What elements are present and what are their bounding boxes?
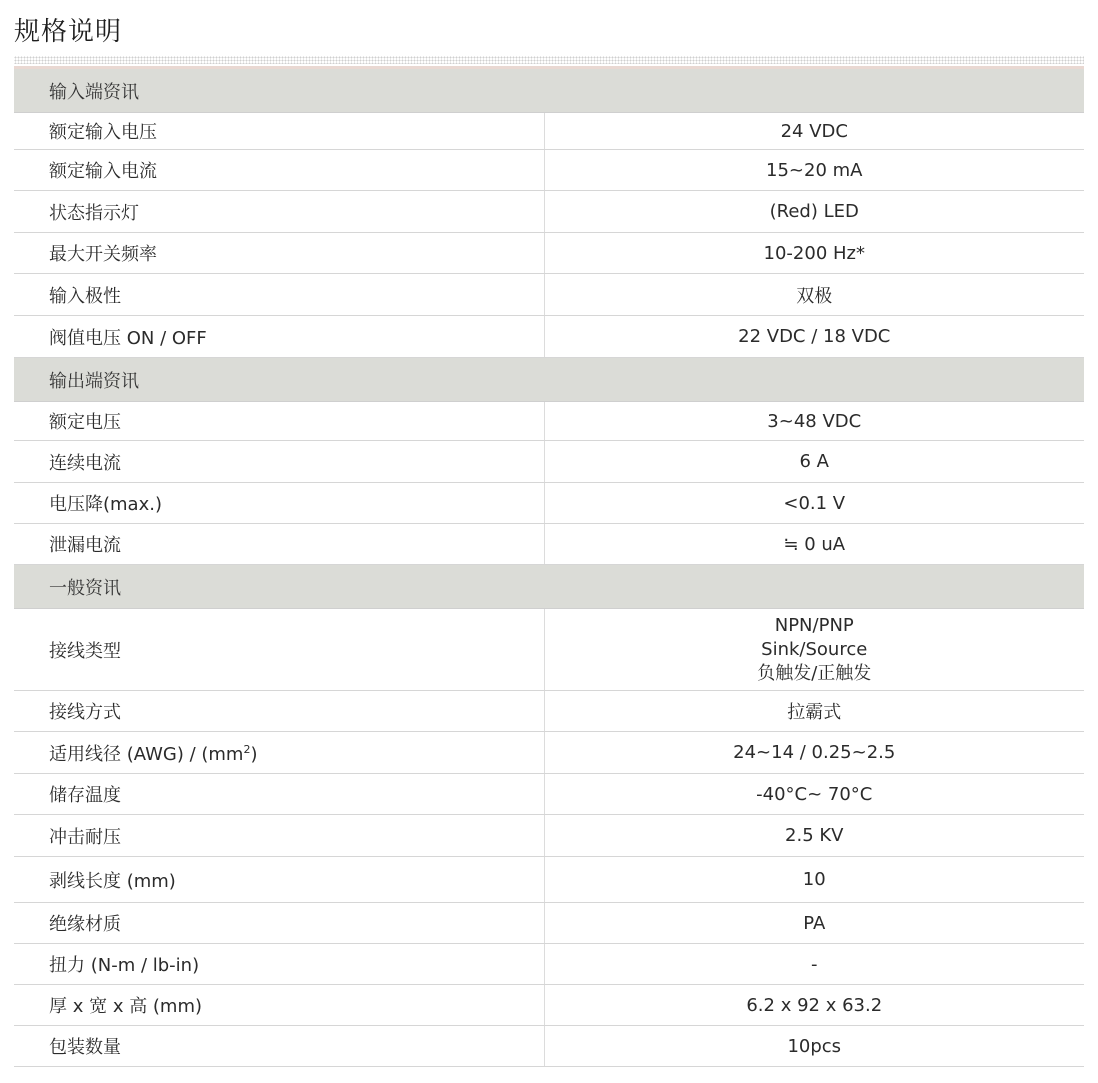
spec-table [14, 66, 1084, 1067]
table-row [14, 191, 1084, 233]
section-heading: 输出端资讯 [14, 358, 1084, 402]
spec-value: 6.2 x 92 x 63.2 [544, 985, 1084, 1026]
spec-value: -40°C~ 70°C [544, 774, 1084, 815]
spec-value: 2.5 KV [544, 815, 1084, 857]
spec-value: 6 A [544, 441, 1084, 483]
table-row [14, 857, 1084, 903]
section-heading: 输入端资讯 [14, 68, 1084, 113]
spec-label: 阀值电压 ON / OFF [14, 316, 544, 358]
table-row [14, 609, 1084, 691]
spec-label: 状态指示灯 [14, 191, 544, 233]
table-row [14, 316, 1084, 358]
spec-label: 电压降(max.) [14, 483, 544, 524]
spec-label: 额定输入电流 [14, 150, 544, 191]
value-line: NPN/PNP [774, 614, 854, 636]
spec-label: 包装数量 [14, 1026, 544, 1067]
table-row [14, 483, 1084, 524]
table-row [14, 691, 1084, 732]
spec-label: 绝缘材质 [14, 903, 544, 944]
spec-value-multiline [544, 609, 1084, 691]
table-row [14, 1026, 1084, 1067]
table-row [14, 274, 1084, 316]
spec-value: 15~20 mA [544, 150, 1084, 191]
value-line: Sink/Source [761, 638, 868, 660]
spec-label: 扭力 (N-m / lb-in) [14, 944, 544, 985]
spec-label: 额定电压 [14, 402, 544, 441]
spec-value: PA [544, 903, 1084, 944]
label-superscript: 2 [243, 742, 251, 756]
value-line: 负触发/正触发 [757, 662, 872, 684]
spec-label: 接线类型 [14, 609, 544, 691]
spec-label: 接线方式 [14, 691, 544, 732]
table-row [14, 113, 1084, 150]
spec-label: 输入极性 [14, 274, 544, 316]
table-row [14, 774, 1084, 815]
spec-value: 10pcs [544, 1026, 1084, 1067]
table-row [14, 402, 1084, 441]
table-row [14, 150, 1084, 191]
table-row [14, 732, 1084, 774]
spec-label: 冲击耐压 [14, 815, 544, 857]
label-main: 适用线径 (AWG) / (mm [49, 743, 244, 765]
spec-label-wire-gauge [14, 732, 544, 774]
spec-label: 泄漏电流 [14, 524, 544, 565]
section-header-general [14, 565, 1084, 609]
spec-value: 22 VDC / 18 VDC [544, 316, 1084, 358]
spec-value: 24~14 / 0.25~2.5 [544, 732, 1084, 774]
title-divider [14, 56, 1084, 64]
section-heading: 一般资讯 [14, 565, 1084, 609]
spec-label: 储存温度 [14, 774, 544, 815]
table-row [14, 441, 1084, 483]
spec-label: 额定输入电压 [14, 113, 544, 150]
spec-value: 10-200 Hz* [544, 233, 1084, 274]
spec-value: 24 VDC [544, 113, 1084, 150]
table-row [14, 815, 1084, 857]
spec-value: 拉霸式 [544, 691, 1084, 732]
spec-value: <0.1 V [544, 483, 1084, 524]
spec-value: 双极 [544, 274, 1084, 316]
spec-value: 10 [544, 857, 1084, 903]
table-row [14, 233, 1084, 274]
spec-label: 最大开关频率 [14, 233, 544, 274]
spec-label: 剥线长度 (mm) [14, 857, 544, 903]
section-header-output [14, 358, 1084, 402]
spec-value: ≒ 0 uA [544, 524, 1084, 565]
table-row [14, 985, 1084, 1026]
spec-label: 厚 x 宽 x 高 (mm) [14, 985, 544, 1026]
table-row [14, 903, 1084, 944]
spec-value: 3~48 VDC [544, 402, 1084, 441]
spec-value: (Red) LED [544, 191, 1084, 233]
table-row [14, 944, 1084, 985]
section-header-input [14, 68, 1084, 113]
label-tail: ) [250, 743, 258, 765]
spec-label: 连续电流 [14, 441, 544, 483]
page-title: 规格说明 [14, 17, 123, 47]
table-row [14, 524, 1084, 565]
spec-value: - [544, 944, 1084, 985]
